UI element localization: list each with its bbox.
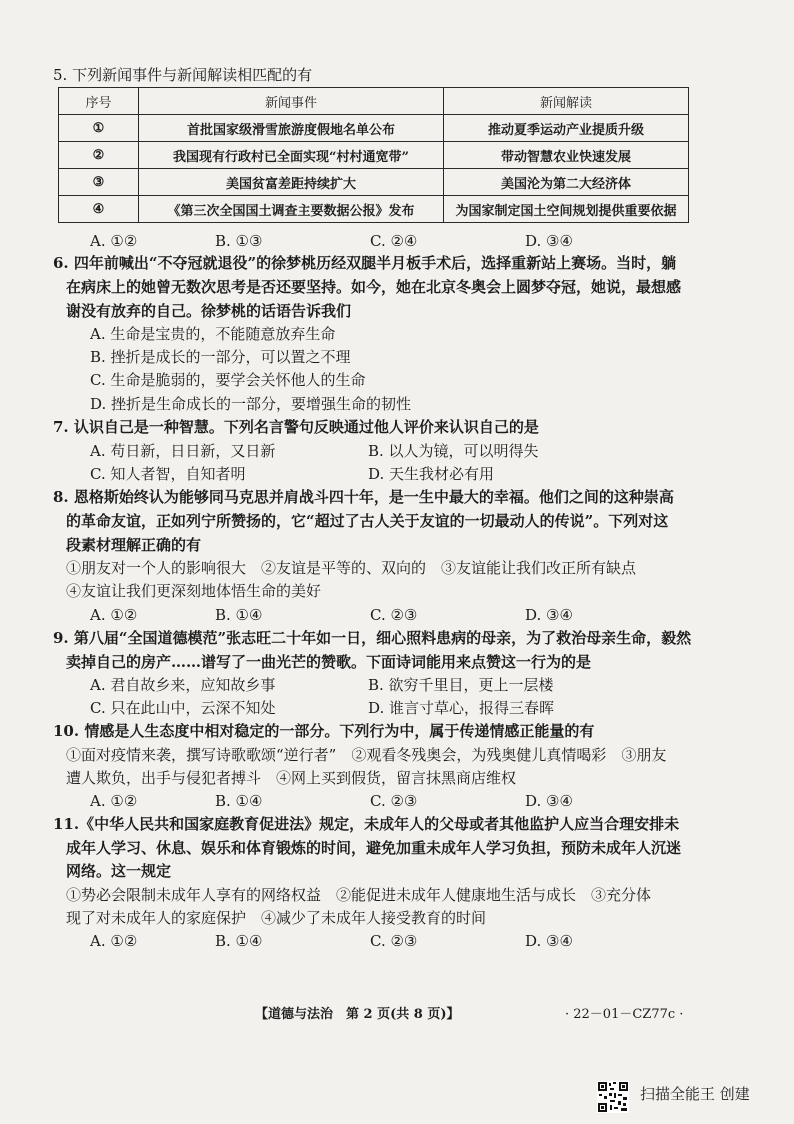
table-header-row — [59, 88, 689, 115]
table-cell: 带动智慧农业快速发展 — [444, 142, 689, 169]
table-cell: 为国家制定国土空间规划提供重要依据 — [444, 196, 689, 223]
option-d[interactable]: D. ③④ — [525, 932, 573, 950]
table-cell: 美国沦为第二大经济体 — [444, 169, 689, 196]
table-cell: 《第三次全国国土调查主要数据公报》发布 — [139, 196, 444, 223]
option-c[interactable]: C. ②④ — [370, 232, 418, 250]
option-c[interactable]: C. ②③ — [370, 792, 418, 810]
q8-statements: ④友谊让我们更深刻地体悟生命的美好 — [66, 582, 322, 600]
option-d[interactable]: D. ③④ — [525, 232, 573, 250]
q6-option-b[interactable]: B. 挫折是成长的一部分，可以置之不理 — [90, 348, 351, 366]
q8-line: 段素材理解正确的有 — [66, 536, 202, 554]
q6-line: 谢没有放弃的自己。徐梦桃的话语告诉我们 — [66, 302, 352, 320]
q11-statements: ①势必会限制未成年人享有的网络权益 ②能促进未成年人健康地生活与成长 ③充分体 — [66, 886, 652, 904]
option-b[interactable]: B. ①④ — [215, 606, 263, 624]
option-b[interactable]: B. ①③ — [215, 232, 263, 250]
table-cell: ② — [59, 142, 139, 169]
option-d[interactable]: D. ③④ — [525, 792, 573, 810]
option-d[interactable]: D. 谁言寸草心，报得三春晖 — [368, 699, 555, 717]
table-cell: 首批国家级滑雪旅游度假地名单公布 — [139, 115, 444, 142]
q6-option-a[interactable]: A. 生命是宝贵的，不能随意放弃生命 — [90, 325, 336, 343]
table-header-cell: 序号 — [59, 88, 139, 115]
table-cell: 推动夏季运动产业提质升级 — [444, 115, 689, 142]
option-a[interactable]: A. ①② — [90, 932, 138, 950]
option-a[interactable]: A. ①② — [90, 232, 138, 250]
q8-line: 的革命友谊，正如列宁所赞扬的，它“超过了古人关于友谊的一切最动人的传说”。下列对这 — [66, 512, 669, 530]
news-table — [58, 87, 689, 223]
page-footer-code: · 22－01－CZ77c · — [565, 1007, 684, 1022]
q8-statements: ①朋友对一个人的影响很大 ②友谊是平等的、双向的 ③友谊能让我们改正所有缺点 — [66, 559, 637, 577]
q6-option-d[interactable]: D. 挫折是生命成长的一部分，要增强生命的韧性 — [90, 395, 412, 413]
table-row — [59, 169, 689, 196]
table-row — [59, 115, 689, 142]
q10-statements: 遭人欺负，出手与侵犯者搏斗 ④网上买到假货，留言抹黑商店维权 — [66, 769, 517, 787]
q10-line: 10. 情感是人生态度中相对稳定的一部分。下列行为中，属于传递情感正能量的有 — [53, 722, 595, 740]
q9-line: 卖掉自己的房产……谱写了一曲光芒的赞歌。下面诗词能用来点赞这一行为的是 — [66, 653, 592, 671]
q6-option-c[interactable]: C. 生命是脆弱的，要学会关怀他人的生命 — [90, 371, 366, 389]
option-c[interactable]: C. 知人者智，自知者明 — [90, 465, 246, 483]
table-row — [59, 196, 689, 223]
option-d[interactable]: D. 天生我材必有用 — [368, 465, 495, 483]
q11-statements: 现了对未成年人的家庭保护 ④减少了未成年人接受教育的时间 — [66, 909, 487, 927]
option-a[interactable]: A. 苟日新，日日新，又日新 — [90, 442, 276, 460]
table-cell: 我国现有行政村已全面实现“村村通宽带” — [139, 142, 444, 169]
option-a[interactable]: A. ①② — [90, 792, 138, 810]
option-a[interactable]: A. 君自故乡来，应知故乡事 — [90, 676, 276, 694]
option-c[interactable]: C. ②③ — [370, 606, 418, 624]
page-footer-label: 【道德与法治 第 2 页(共 8 页)】 — [255, 1007, 460, 1022]
option-b[interactable]: B. ①④ — [215, 792, 263, 810]
table-cell: ③ — [59, 169, 139, 196]
option-c[interactable]: C. 只在此山中，云深不知处 — [90, 699, 276, 717]
option-b[interactable]: B. ①④ — [215, 932, 263, 950]
option-a[interactable]: A. ①② — [90, 606, 138, 624]
option-b[interactable]: B. 以人为镜，可以明得失 — [368, 442, 539, 460]
q11-line: 成年人学习、休息、娱乐和体育锻炼的时间，避免加重未成年人学习负担，预防未成年人沉迷 — [66, 839, 682, 857]
table-header-cell: 新闻解读 — [444, 88, 689, 115]
table-row — [59, 142, 689, 169]
q6-line: 在病床上的她曾无数次思考是否还要坚持。如今，她在北京冬奥会上圆梦夺冠，她说，最想感 — [66, 278, 682, 296]
qr-code-icon — [597, 1081, 629, 1113]
q10-statements: ①面对疫情来袭，撰写诗歌歌颂“逆行者” ②观看冬残奥会，为残奥健儿真情喝彩 ③朋友 — [66, 746, 667, 764]
q11-line: 11.《中华人民共和国家庭教育促进法》规定，未成年人的父母或者其他监护人应当合理安排未 — [53, 815, 680, 833]
q5-stem: 5. 下列新闻事件与新闻解读相匹配的有 — [53, 66, 313, 84]
q9-line: 9. 第八届“全国道德模范”张志旺二十年如一日，细心照料患病的母亲，为了救治母亲生命，毅然 — [53, 629, 692, 647]
q6-line: 6. 四年前喊出“不夺冠就退役”的徐梦桃历经双腿半月板手术后，选择重新站上赛场。当时，躺 — [53, 254, 677, 272]
q11-line: 网络。这一规定 — [66, 862, 172, 880]
table-cell: 美国贫富差距持续扩大 — [139, 169, 444, 196]
watermark-text: 扫描全能王 创建 — [640, 1085, 750, 1103]
table-cell: ④ — [59, 196, 139, 223]
table-cell: ① — [59, 115, 139, 142]
option-c[interactable]: C. ②③ — [370, 932, 418, 950]
q8-line: 8. 恩格斯始终认为能够同马克思并肩战斗四十年，是一生中最大的幸福。他们之间的这种崇高 — [53, 488, 674, 506]
q7-line: 7. 认识自己是一种智慧。下列名言警句反映通过他人评价来认识自己的是 — [53, 418, 539, 436]
option-d[interactable]: D. ③④ — [525, 606, 573, 624]
option-b[interactable]: B. 欲穷千里目，更上一层楼 — [368, 676, 554, 694]
table-header-cell: 新闻事件 — [139, 88, 444, 115]
